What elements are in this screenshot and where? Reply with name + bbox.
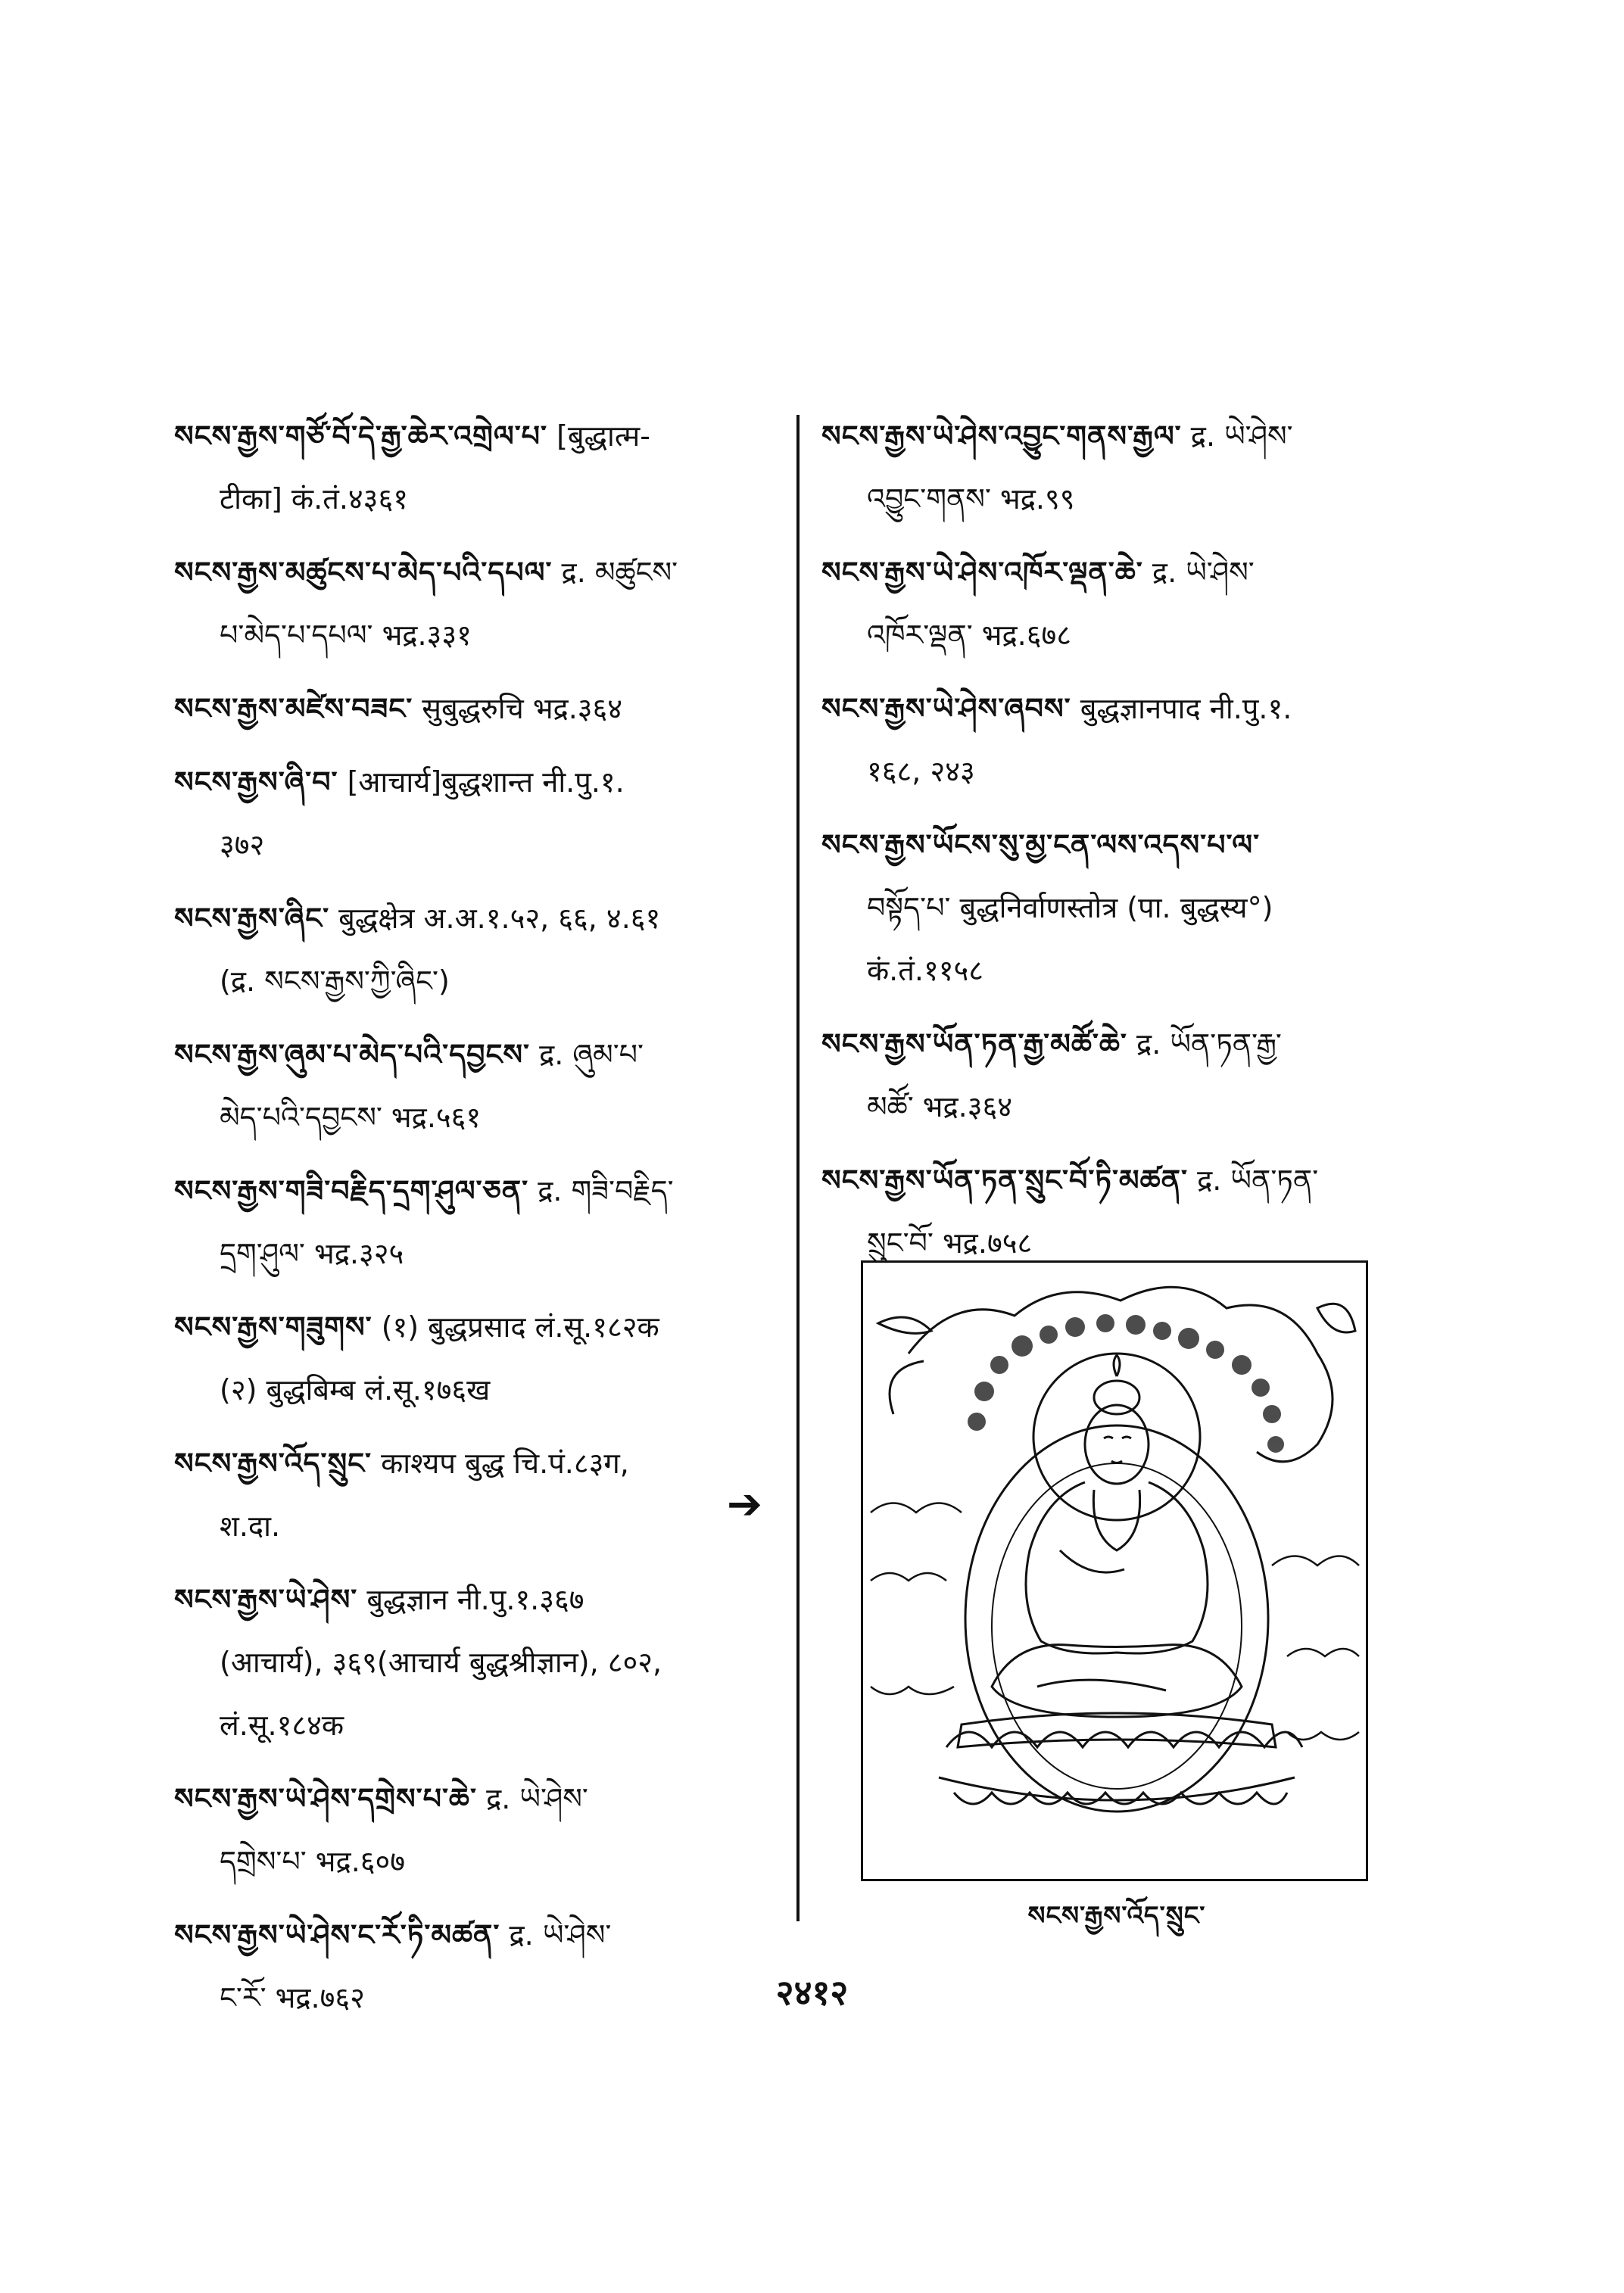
entry-gloss: सुबुद्धरुचि भद्र.३६४: [422, 692, 623, 725]
entry-gloss: द्र. ཡོན་ཏན་རྒྱ་: [1136, 1027, 1282, 1061]
entry-headword: སངས་རྒྱས་འོད་སྲུང་: [174, 1447, 372, 1480]
entry-headword: སངས་རྒྱས་གཟུགས་: [174, 1310, 372, 1344]
dictionary-entry: [174, 1432, 787, 1558]
entry-gloss: द्र. ཡོན་ཏན་: [1197, 1164, 1319, 1197]
entry-headword: སངས་རྒྱས་ཡེ་ཤེས་ང་རོ་ཏི་མཚན་: [174, 1918, 500, 1952]
dictionary-entry: [174, 678, 787, 740]
entry-continuation: མེད་པའི་དབྱངས་ भद्र.५६१: [220, 1101, 482, 1134]
dictionary-entry: [174, 1160, 787, 1285]
entry-gloss: काश्यप बुद्ध चि.पं.८३ग,: [381, 1447, 629, 1480]
entry-continuation: (द्र. སངས་རྒྱས་ཀྱི་ཞིང་): [220, 964, 450, 998]
right-column: [821, 405, 1457, 1285]
entry-continuation: ३७२: [220, 828, 265, 861]
entry-continuation: དྲག་ཤུལ་ भद्र.३२५: [220, 1237, 404, 1270]
entry-continuation: टीका] कं.तं.४३६१: [220, 482, 408, 516]
entry-gloss: बुद्धक्षेत्र अ.अ.१.५२, ६६, ४.६१: [338, 902, 661, 935]
entry-continuation: མཚོ་ भद्र.३६४: [867, 1090, 1013, 1123]
entry-gloss: द्र. མཚུངས་: [561, 556, 678, 589]
entry-continuation: འཁོར་ལྡན་ भद्र.६७८: [867, 618, 1072, 652]
dictionary-entry: [821, 541, 1457, 667]
entry-headword: སངས་རྒྱས་ཞི་བ་: [174, 765, 338, 799]
entry-headword: སངས་རྒྱས་ཡེ་ཤེས་: [174, 1583, 358, 1616]
dictionary-entry: [174, 887, 787, 1013]
entry-headword: སངས་རྒྱས་ཞིང་: [174, 902, 330, 935]
entry-continuation: श.दा.: [220, 1509, 281, 1543]
dictionary-entry: [174, 1569, 787, 1757]
entry-gloss: बुद्धज्ञानपाद नी.पु.१.: [1080, 692, 1292, 725]
entry-continuation: ང་རོ་ भद्र.७६२: [220, 1981, 365, 2014]
entry-headword: སངས་རྒྱས་ཡོན་ཏན་རྒྱ་མཚོ་ཆེ་: [821, 1027, 1127, 1061]
entry-continuation: (आचार्य), ३६९(आचार्य बुद्धश्रीज्ञान), ८०२,: [220, 1646, 662, 1679]
entry-headword: སངས་རྒྱས་ཡེ་ཤེས་འབྱུང་གནས་རྒྱལ་: [821, 419, 1182, 453]
dictionary-entry: [174, 751, 787, 877]
entry-gloss: (१) बुद्धप्रसाद लं.सू.१८२क: [381, 1310, 659, 1344]
dictionary-entry: [821, 678, 1457, 803]
entry-continuation: कं.तं.११५८: [867, 954, 984, 987]
entry-headword: སངས་རྒྱས་མཚུངས་པ་མེད་པའི་དཔལ་: [174, 556, 553, 589]
figure-caption: སངས་རྒྱས་འོད་སྲུང་: [1027, 1901, 1206, 1931]
column-divider: [796, 415, 800, 1921]
dictionary-entry: [174, 1768, 787, 1893]
entry-headword: སངས་རྒྱས་ཡེ་ཤེས་འཁོར་ལྡན་ཆེ་: [821, 556, 1143, 589]
entry-continuation: १६८, २४३: [867, 755, 975, 788]
entry-headword: སངས་རྒྱས་ཡོངས་སུ་མྱ་ངན་ལས་འདས་པ་ལ་: [821, 828, 1261, 861]
left-column: [174, 405, 787, 2040]
entry-gloss: द्र. ཞུམ་པ་: [539, 1038, 644, 1071]
entry-headword: སངས་རྒྱས་གཙོ་བོ་དེ་རྒྱ་ཆེར་འགྲེལ་པ་: [174, 419, 548, 453]
buddha-figure-icon: [863, 1263, 1366, 1879]
entry-continuation: लं.सू.१८४क: [220, 1709, 344, 1742]
entry-continuation: སྲུང་བོ་ भद्र.७५८: [867, 1226, 1033, 1260]
entry-continuation: (२) बुद्धबिम्ब लं.सू.१७६ख: [220, 1373, 491, 1407]
dictionary-entry: [174, 1904, 787, 2030]
dictionary-entry: [174, 1296, 787, 1422]
entry-headword: སངས་རྒྱས་མཛེས་བཟང་: [174, 692, 413, 725]
dictionary-entry: [821, 1013, 1457, 1139]
entry-gloss: द्र. ཡེ་ཤེས་: [1152, 556, 1255, 589]
entry-gloss: द्र. ཡེ་ཤེས་: [486, 1782, 588, 1815]
dictionary-entry: [821, 1149, 1457, 1275]
entry-headword: སངས་རྒྱས་ཞུམ་པ་མེད་པའི་དབྱངས་: [174, 1038, 530, 1071]
dictionary-entry: [174, 405, 787, 531]
dictionary-entry: [821, 405, 1457, 531]
page-number: २४१२: [775, 1972, 849, 2013]
continue-arrow-icon: ➔: [727, 1480, 762, 1529]
entry-gloss: [आचार्य]बुद्धशान्त नी.पु.१.: [347, 765, 625, 799]
entry-gloss: द्र. ཡེ་ཤེས་: [1190, 419, 1293, 453]
entry-gloss: [बुद्धात्म-: [556, 419, 650, 453]
entry-gloss: बुद्धज्ञान नी.पु.१.३६७: [366, 1583, 584, 1616]
dictionary-entry: [174, 1023, 787, 1149]
entry-headword: སངས་རྒྱས་གཟི་བརྗིད་དྲག་ཤུལ་ཅན་: [174, 1174, 529, 1207]
buddha-illustration: [861, 1260, 1368, 1881]
entry-gloss: द्र. གཟི་བརྗིད་: [538, 1174, 674, 1207]
entry-continuation: བསྟོད་པ་ बुद्धनिर्वाणस्तोत्र (पा. बुद्धस्य°): [867, 891, 1273, 924]
entry-continuation: པ་མེད་པ་དཔལ་ भद्र.३३१: [220, 618, 472, 652]
entry-continuation: འབྱུང་གནས་ भद्र.९९: [867, 482, 1075, 516]
entry-headword: སངས་རྒྱས་ཡེ་ཤེས་ཞབས་: [821, 692, 1071, 725]
dictionary-entry: [821, 814, 1457, 1002]
entry-gloss: द्र. ཡེ་ཤེས་: [509, 1918, 612, 1952]
entry-headword: སངས་རྒྱས་ཡོན་ཏན་སྲུང་བོ་ཏི་མཚན་: [821, 1164, 1188, 1197]
entry-continuation: དགྲེས་པ་ भद्र.६०७: [220, 1845, 406, 1878]
entry-headword: སངས་རྒྱས་ཡེ་ཤེས་དགྲེས་པ་ཆེ་: [174, 1782, 477, 1815]
dictionary-entry: [174, 541, 787, 667]
